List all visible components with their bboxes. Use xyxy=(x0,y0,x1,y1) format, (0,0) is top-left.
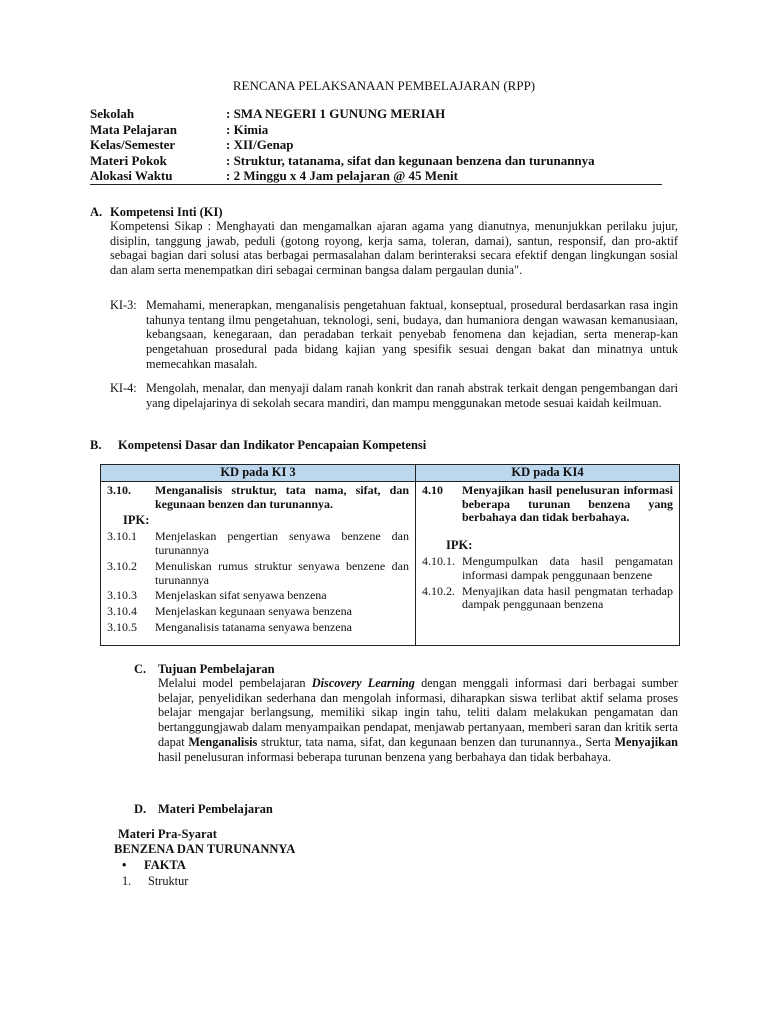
section-c-heading xyxy=(134,662,275,677)
ipk-item xyxy=(107,605,409,619)
kompetensi-sikap-paragraph: Kompetensi Sikap : Menghayati dan mengamalkan ajaran agama yang dianutnya, menunjukkan perilaku jujur, disiplin, tanggung jawab, peduli (gotong royong, kerja sama, toleran, damai), santun, responsif, dan pro-aktif sebagai bagian dari solusi atas berbagai permasalahan dalam berinteraksi secara efektif dengan lingkungan sosial dan alam serta menempatkan diri sebagai cerminan bangsa dalam pergaulan dunia". xyxy=(110,219,678,278)
kd3-number: 3.10. xyxy=(107,482,131,497)
identity-header xyxy=(90,106,680,184)
kd4-statement xyxy=(422,484,673,525)
section-b-heading xyxy=(90,438,426,453)
section-title: Kompetensi Inti (KI) xyxy=(110,205,223,219)
kd-ki3-column-header: KD pada KI 3 xyxy=(101,465,416,482)
kd4-number: 4.10 xyxy=(422,482,443,497)
tujuan-keyword: Menganalisis xyxy=(188,734,258,749)
section-title: Kompetensi Dasar dan Indikator Pencapaian Kompetensi xyxy=(118,438,427,452)
ipk-item xyxy=(107,530,409,558)
section-letter: D. xyxy=(134,802,147,816)
ipk-item xyxy=(422,555,673,583)
ipk-item xyxy=(107,560,409,588)
header-divider xyxy=(90,184,662,185)
ipk-number: 3.10.3 xyxy=(107,588,137,603)
header-label: Sekolah xyxy=(90,106,135,121)
materi-topic: BENZENA DAN TURUNANNYA xyxy=(114,842,296,856)
header-row-sekolah xyxy=(90,106,680,122)
ipk-text: Menjelaskan pengertian senyawa benzene dan turunannya xyxy=(155,529,409,557)
header-value: : SMA NEGERI 1 GUNUNG MERIAH xyxy=(226,106,446,121)
kd-table xyxy=(100,464,680,646)
ipk-text: Menjelaskan sifat senyawa benzena xyxy=(155,588,327,603)
ipk-label: IPK: xyxy=(446,538,473,553)
tujuan-paragraph xyxy=(158,676,678,764)
header-row-kelas xyxy=(90,137,680,153)
ipk-number: 3.10.2 xyxy=(107,558,137,573)
section-letter: C. xyxy=(134,662,147,676)
ipk-number: 4.10.2. xyxy=(422,583,455,598)
header-value: : XII/Genap xyxy=(226,137,294,152)
ipk-number: 3.10.4 xyxy=(107,604,137,619)
header-value: : 2 Minggu x 4 Jam pelajaran @ 45 Menit xyxy=(226,168,458,183)
kd-ki4-cell xyxy=(416,481,680,645)
ipk-number: 3.10.1 xyxy=(107,529,137,544)
header-label: Materi Pokok xyxy=(90,152,167,168)
section-letter: A. xyxy=(90,205,103,219)
ipk-text: Mengumpulkan data hasil pengamatan informasi dampak penggunaan benzene xyxy=(462,553,673,582)
ki3-label: KI-3: xyxy=(110,298,137,312)
fakta-label: FAKTA xyxy=(144,858,186,872)
header-row-alokasi xyxy=(90,168,680,184)
section-d-heading xyxy=(134,802,273,817)
kd4-text: Menyajikan hasil penelusuran informasi beberapa turunan benzena yang berbahaya dan tidak berbahaya. xyxy=(462,482,673,525)
header-value: : Struktur, tatanama, sifat dan kegunaan benzena dan turunannya xyxy=(226,152,595,168)
kd-table-header-row xyxy=(101,465,680,482)
ipk-text: Menyajikan data hasil pengmatan terhadap dampak penggunaan benzena xyxy=(462,583,673,612)
kd-table-row xyxy=(101,481,680,645)
header-label: Alokasi Waktu xyxy=(90,168,173,183)
ki4-label: KI-4: xyxy=(110,381,137,395)
tujuan-text: hasil penelusuran informasi beberapa turunan benzena yang berbahaya dan tidak berbahaya. xyxy=(158,749,612,764)
document-title: RENCANA PELAKSANAAN PEMBELAJARAN (RPP) xyxy=(232,78,536,93)
ki4-item xyxy=(110,381,678,410)
ipk-item xyxy=(107,589,409,603)
materi-prasyarat-label: Materi Pra-Syarat xyxy=(118,827,217,841)
header-value: : Kimia xyxy=(226,121,269,137)
ipk-item xyxy=(107,621,409,635)
section-a-heading xyxy=(90,205,223,220)
ki4-text: Mengolah, menalar, dan menyaji dalam ranah konkrit dan ranah abstrak terkait dengan pengembangan dari yang dipelajarinya di sekolah secara mandiri, dan mampu menggunakan metode sesuai kaidah keilmuan. xyxy=(146,381,678,410)
ki3-text: Memahami, menerapkan, menganalisis pengetahuan faktual, konseptual, prosedural berdasarkan rasa ingin tahunya tentang ilmu pengetahuan, teknologi, seni, budaya, dan humaniora dengan wawasan kemanusiaan, kebangsaan, kenegaraan, dan peradaban terkait penyebab fenomena dan kejadian, serta menerap-kan pengetahuan prosedural pada bidang kajian yang spesifik sesuai dengan bakat dan minatnya untuk memecahkan masalah. xyxy=(146,298,678,371)
list-number: 1. xyxy=(122,874,132,888)
header-label: Kelas/Semester xyxy=(90,137,176,152)
tujuan-text: Melalui model pembelajaran xyxy=(158,676,312,690)
kd-ki4-column-header: KD pada KI4 xyxy=(416,465,680,482)
section-title: Materi Pembelajaran xyxy=(158,802,273,816)
ipk-item xyxy=(422,585,673,613)
list-text: Struktur xyxy=(148,874,189,888)
bullet-icon: • xyxy=(122,858,127,872)
ipk-text: Menjelaskan kegunaan senyawa benzena xyxy=(155,604,352,619)
ki3-item xyxy=(110,298,678,372)
tujuan-keyword: Menyajikan xyxy=(614,734,678,749)
ipk-text: Menganalisis tatanama senyawa benzena xyxy=(155,619,352,634)
tujuan-text: struktur, tata nama, sifat, dan kegunaan benzen dan turunannya., Serta xyxy=(257,734,615,749)
kd3-text: Menganalisis struktur, tata nama, sifat, dan kegunaan benzen dan turunannya. xyxy=(155,482,409,511)
kd-ki3-cell xyxy=(101,481,416,645)
header-label: Mata Pelajaran xyxy=(90,121,178,137)
header-row-mapel xyxy=(90,122,680,138)
numbered-list-item xyxy=(122,874,188,889)
tujuan-text: dengan menggali informasi dari berbagai sumber belajar, penyelidikan sederhana dan mengolah informasi, diharapkan siswa terlibat aktif selama proses belajar mengajar berlangsung, memiliki sikap ingin tahu, teliti dalam melakukan pengamatan dan bertanggungjawab dalam menyampaikan pendapat, menjawab pertanyaan, memberi saran dan kritik serta dapat xyxy=(158,676,678,749)
kd3-statement xyxy=(107,484,409,512)
ipk-text: Menuliskan rumus struktur senyawa benzene dan turunannya xyxy=(155,558,409,587)
section-title: Tujuan Pembelajaran xyxy=(158,662,275,676)
fakta-bullet-item xyxy=(122,858,186,873)
tujuan-model-name: Discovery Learning xyxy=(311,676,415,690)
ipk-number: 4.10.1. xyxy=(422,553,455,568)
ipk-number: 3.10.5 xyxy=(107,619,137,634)
section-letter: B. xyxy=(90,438,102,452)
ipk-label: IPK: xyxy=(123,513,150,528)
header-row-materi xyxy=(90,153,680,169)
